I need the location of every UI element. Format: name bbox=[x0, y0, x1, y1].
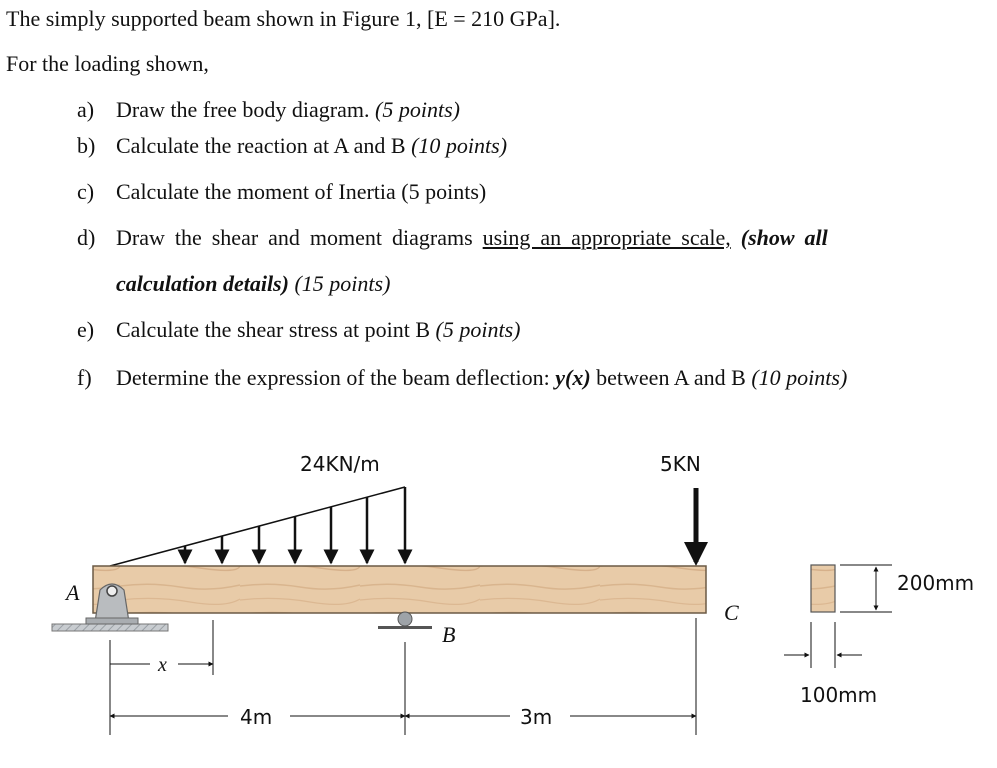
extension-lines bbox=[110, 618, 696, 735]
label-b: B bbox=[442, 622, 456, 647]
question-points: (5 points) bbox=[375, 97, 460, 122]
distributed-load bbox=[110, 487, 405, 566]
label-x: x bbox=[158, 654, 167, 676]
question-underlined-text: using an appropriate scale, bbox=[482, 225, 731, 250]
question-text: Calculate the reaction at A and B bbox=[116, 133, 406, 158]
question-emphasis: calculation details) bbox=[116, 271, 289, 296]
question-points: (10 points) bbox=[411, 133, 508, 158]
intro-line-2: For the loading shown, bbox=[6, 51, 209, 76]
question-text-continued: between A and B bbox=[596, 365, 746, 390]
section-width-dimension bbox=[784, 622, 862, 668]
section-height-dimension bbox=[840, 565, 892, 612]
dimension-bc: 3m bbox=[520, 705, 553, 729]
point-load-label: 5KN bbox=[660, 452, 701, 476]
dimension-ab: 4m bbox=[240, 705, 273, 729]
question-label: f) bbox=[77, 365, 92, 390]
question-label: c) bbox=[77, 179, 95, 204]
cross-section bbox=[811, 565, 835, 612]
question-emphasis: (show all bbox=[740, 225, 828, 250]
question-points: (15 points) bbox=[294, 271, 391, 296]
roller-support-b bbox=[378, 612, 432, 629]
question-label: a) bbox=[77, 97, 95, 122]
question-points: (5 points) bbox=[435, 317, 521, 342]
point-load-arrow bbox=[684, 488, 708, 566]
question-text: Calculate the moment of Inertia (5 points) bbox=[116, 179, 487, 204]
question-text: Draw the shear and moment diagrams bbox=[116, 225, 473, 250]
intro-line-1: The simply supported beam shown in Figure 1, [E = 210 GPa]. bbox=[6, 6, 561, 31]
question-points: (10 points) bbox=[751, 365, 848, 390]
question-text: Determine the expression of the beam deflection: bbox=[116, 365, 550, 390]
question-label: b) bbox=[77, 133, 96, 158]
section-width-label: 100mm bbox=[800, 683, 878, 707]
question-text: Calculate the shear stress at point B bbox=[116, 317, 431, 342]
deflection-expression: y(x) bbox=[555, 365, 591, 390]
question-label: d) bbox=[77, 225, 96, 250]
distributed-load-label: 24KN/m bbox=[300, 452, 380, 476]
label-a: A bbox=[66, 580, 80, 605]
question-text: Draw the free body diagram. bbox=[116, 97, 370, 122]
question-label: e) bbox=[77, 317, 95, 342]
label-c: C bbox=[724, 600, 739, 625]
section-height-label: 200mm bbox=[897, 571, 975, 595]
beam bbox=[93, 566, 706, 613]
